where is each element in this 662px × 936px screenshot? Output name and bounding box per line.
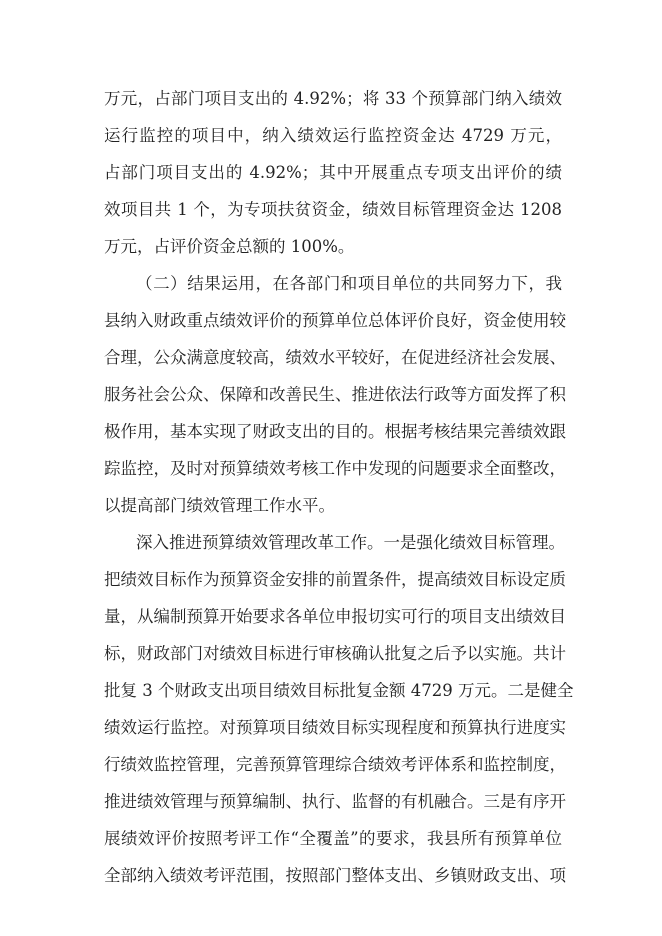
body-text-line: 推进绩效管理与预算编制、执行、监督的有机融合。三是有序开 <box>104 792 566 811</box>
body-text-line: 县纳入财政重点绩效评价的预算单位总体评价良好，资金使用较 <box>104 311 566 330</box>
body-text-line: 以提高部门绩效管理工作水平。 <box>104 496 335 515</box>
body-text-line: 占部门项目支出的 4.92%；其中开展重点专项支出评价的绩 <box>104 163 562 182</box>
body-text-line: 服务社会公众、保障和改善民生、推进依法行政等方面发挥了积 <box>104 385 566 404</box>
body-text-line: 标，财政部门对绩效目标进行审核确认批复之后予以实施。共计 <box>104 644 566 663</box>
body-text-line: 批复 3 个财政支出项目绩效目标批复金额 4729 万元。二是健全 <box>104 681 574 700</box>
body-text-line: 效项目共 1 个，为专项扶贫资金，绩效目标管理资金达 1208 <box>104 200 562 219</box>
body-text-line: 极作用，基本实现了财政支出的目的。根据考核结果完善绩效跟 <box>104 422 566 441</box>
body-text-line: 把绩效目标作为预算资金安排的前置条件，提高绩效目标设定质 <box>104 570 566 589</box>
body-text-line: 合理，公众满意度较高，绩效水平较好，在促进经济社会发展、 <box>104 348 566 367</box>
body-text-line: 万元，占评价资金总额的 100%。 <box>104 237 355 256</box>
paragraph-first-line: （二）结果运用，在各部门和项目单位的共同努力下，我 <box>136 274 562 293</box>
body-text-line: 量，从编制预算开始要求各单位申报切实可行的项目支出绩效目 <box>104 607 566 626</box>
body-text-line: 展绩效评价按照考评工作“全覆盖”的要求，我县所有预算单位 <box>104 829 562 848</box>
paragraph-first-line: 深入推进预算绩效管理改革工作。一是强化绩效目标管理。 <box>136 533 565 552</box>
body-text-line: 行绩效监控管理，完善预算管理综合绩效考评体系和监控制度， <box>104 755 566 774</box>
body-text-line: 绩效运行监控。对预算项目绩效目标实现程度和预算执行进度实 <box>104 718 566 737</box>
body-text-line: 运行监控的项目中，纳入绩效运行监控资金达 4729 万元， <box>104 126 562 145</box>
body-text-line: 全部纳入绩效考评范围，按照部门整体支出、乡镇财政支出、项 <box>104 866 566 885</box>
body-text-line: 万元，占部门项目支出的 4.92%；将 33 个预算部门纳入绩效 <box>104 89 562 108</box>
body-text-line: 踪监控，及时对预算绩效考核工作中发现的问题要求全面整改， <box>104 459 566 478</box>
